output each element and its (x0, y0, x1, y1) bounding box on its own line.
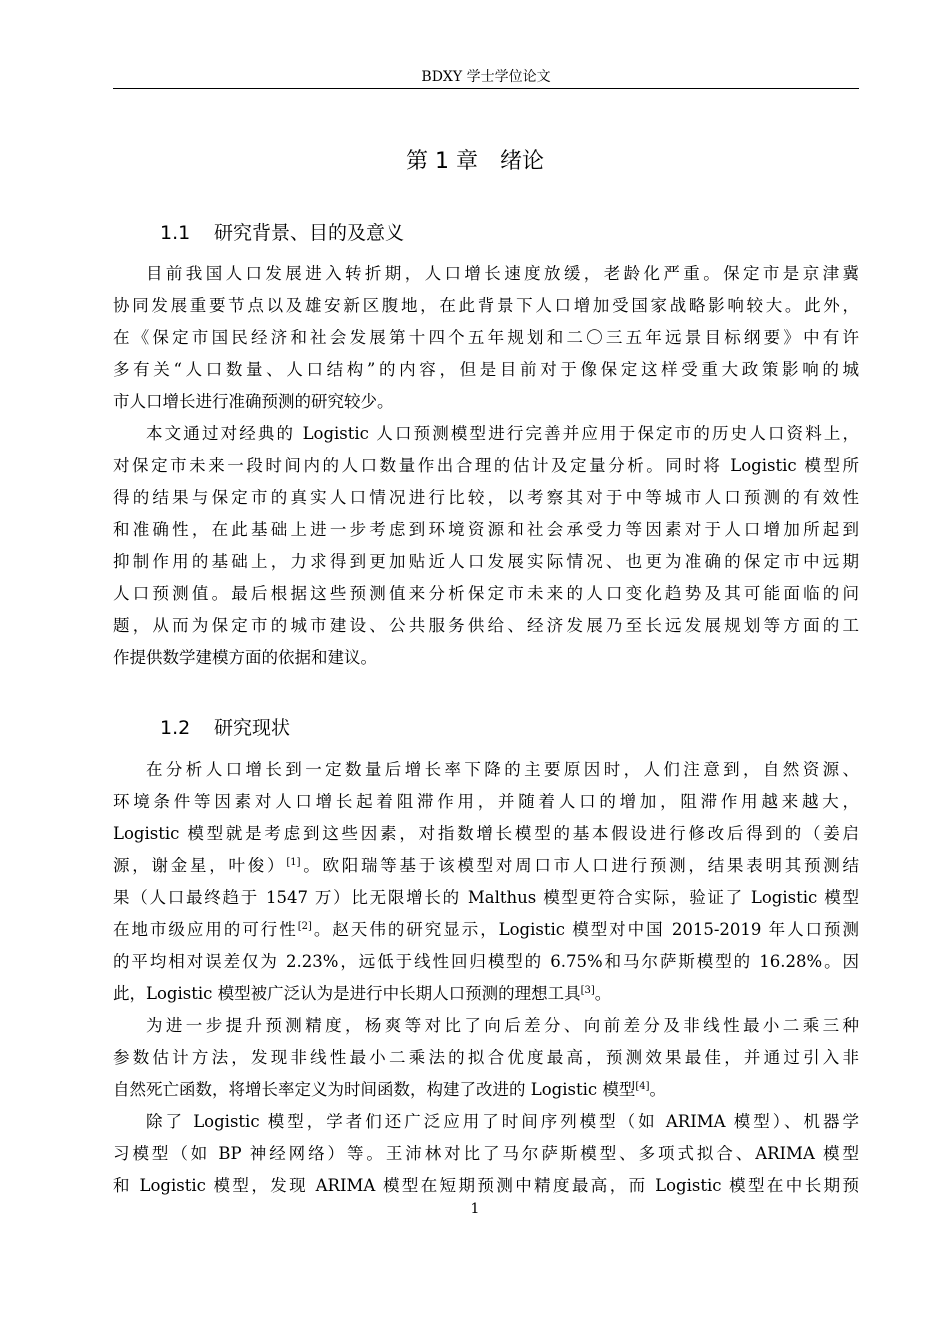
paragraph-line: 作提供数学建模方面的依据和建议。 (113, 648, 377, 667)
section-title: 研究现状 (214, 717, 291, 739)
text-segment: 。 (649, 1080, 667, 1099)
text-segment: 比无限增长的 Malthus 模型更符合实际，验证了 Logistic 模型 (351, 888, 859, 907)
page-header: BDXY 学士学位论文 (113, 68, 859, 89)
paragraph-line: 市人口增长进行准确预测的研究较少。 (113, 392, 394, 411)
section-number: 1.1 (160, 222, 191, 244)
paragraph-line: 抑制作用的基础上，力求得到更加贴近人口发展实际情况、也更为准确的保定市中远期 (113, 552, 859, 571)
paragraph-4 (113, 1010, 859, 1106)
paragraph-line: 得的结果与保定市的真实人口情况进行比较，以考察其对于中等城市人口预测的有效性 (113, 488, 859, 507)
text-segment: 自然死亡函数，将增长率定义为时间函数，构建了改进的 Logistic 模型 (113, 1080, 636, 1099)
paragraph-1 (113, 258, 859, 418)
paragraph-line (113, 1074, 859, 1106)
text-segment: 。 (594, 984, 612, 1003)
paragraph-5 (113, 1106, 859, 1202)
paragraph-line (113, 882, 859, 914)
chapter-title: 第 1 章 绪论 (406, 149, 544, 174)
paragraph-2 (113, 418, 859, 674)
section-number: 1.2 (160, 717, 191, 739)
text-segment: 此，Logistic 模型被广泛认为是进行中长期人口预测的理想工具 (113, 984, 581, 1003)
paragraph-line: Logistic 模型就是考虑到这些因素，对指数增长模型的基本假设进行修改后得到的（姜启 (113, 824, 859, 843)
paragraph-line: 除了 Logistic 模型，学者们还广泛应用了时间序列模型（如 ARIMA 模型）、机器学 (146, 1112, 859, 1131)
paragraph-line (113, 850, 859, 882)
section-heading-1-2 (160, 714, 290, 742)
paragraph-3 (113, 754, 859, 1010)
paragraph-line: 为进一步提升预测精度，杨爽等对比了向后差分、向前差分及非线性最小二乘三种 (146, 1016, 859, 1035)
citation-ref[interactable]: [2] (297, 921, 312, 932)
text-segment: 在地市级应用的可行性 (113, 920, 298, 939)
citation-ref[interactable]: [3] (580, 985, 595, 996)
paragraph-line: 协同发展重要节点以及雄安新区腹地，在此背景下人口增加受国家战略影响较大。此外， (113, 296, 859, 315)
paragraph-line: 对保定市未来一段时间内的人口数量作出合理的估计及定量分析。同时将 Logistic 模型所 (113, 456, 859, 475)
citation-ref[interactable]: [4] (635, 1081, 650, 1092)
paragraph-line: 习模型（如 BP 神经网络）等。王沛林对比了马尔萨斯模型、多项式拟合、ARIMA 模型 (113, 1144, 859, 1163)
paragraph-line: 和准确性，在此基础上进一步考虑到环境资源和社会承受力等因素对于人口增加所起到 (113, 520, 859, 539)
paragraph-line: 和 Logistic 模型，发现 ARIMA 模型在短期预测中精度最高，而 Logistic 模型在中长期预 (113, 1176, 859, 1195)
text-segment: 源，谢金星，叶俊） (113, 856, 287, 875)
paragraph-line: 的平均相对误差仅为 2.23%，远低于线性回归模型的 6.75%和马尔萨斯模型的 16.28%。因 (113, 952, 859, 971)
paragraph-line: 环境条件等因素对人口增长起着阻滞作用，并随着人口的增加，阻滞作用越来越大， (113, 792, 859, 811)
page-number: 1 (470, 1201, 480, 1217)
text-segment: 。欧阳瑞等基于该模型对周口市人口进行预测，结果表明其预测结 (300, 856, 860, 875)
section-heading-1-1 (160, 219, 404, 247)
text-segment: 果（人口最终趋于 1547 万） (113, 888, 352, 907)
paragraph-line: 多有关“人口数量、人口结构”的内容，但是目前对于像保定这样受重大政策影响的城 (113, 360, 859, 379)
citation-ref[interactable]: [1] (286, 857, 301, 868)
paragraph-line: 人口预测值。最后根据这些预测值来分析保定市未来的人口变化趋势及其可能面临的问 (113, 584, 859, 603)
text-segment: 。赵天伟的研究显示，Logistic 模型对中国 2015-2019 年人口预测 (311, 920, 860, 939)
paragraph-line: 目前我国人口发展进入转折期，人口增长速度放缓，老龄化严重。保定市是京津冀 (146, 264, 859, 283)
paragraph-line (113, 914, 859, 946)
paragraph-line: 题，从而为保定市的城市建设、公共服务供给、经济发展乃至长远发展规划等方面的工 (113, 616, 859, 635)
paragraph-line: 参数估计方法，发现非线性最小二乘法的拟合优度最高，预测效果最佳，并通过引入非 (113, 1048, 859, 1067)
paragraph-line: 在分析人口增长到一定数量后增长率下降的主要原因时，人们注意到，自然资源、 (146, 760, 859, 779)
paragraph-line: 本文通过对经典的 Logistic 人口预测模型进行完善并应用于保定市的历史人口资料上， (146, 424, 859, 443)
paragraph-line: 在《保定市国民经济和社会发展第十四个五年规划和二〇三五年远景目标纲要》中有许 (113, 328, 859, 347)
paragraph-line (113, 978, 859, 1010)
section-title: 研究背景、目的及意义 (214, 222, 405, 244)
